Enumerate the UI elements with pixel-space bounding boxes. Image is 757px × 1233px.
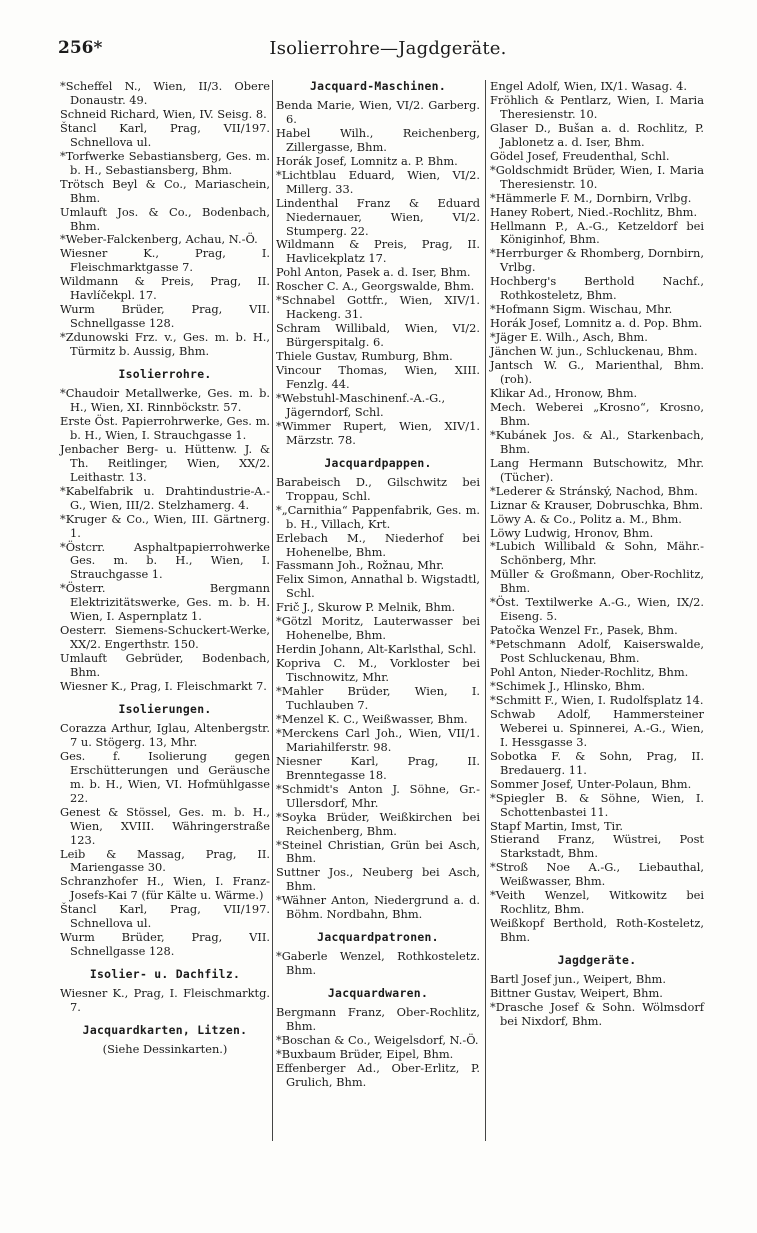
directory-entry: *Menzel K. C., Weißwasser, Bhm. bbox=[276, 711, 468, 726]
directory-entry: *Mahler Brüder, Wien, I. Tuchlauben 7. bbox=[276, 684, 480, 712]
directory-entry: Wildmann & Preis, Prag, II. Havlíčekpl. 17. bbox=[60, 274, 270, 303]
directory-entry: Klikar Ad., Hronow, Bhm. bbox=[490, 385, 638, 400]
directory-entry: *Schnabel Gottfr., Wien, XIV/1. Hackeng. 31. bbox=[276, 293, 480, 322]
directory-entry: *Gaberle Wenzel, Rothkosteletz. Bhm. bbox=[276, 949, 480, 978]
directory-entry: *Buxbaum Brüder, Eipel, Bhm. bbox=[276, 1046, 454, 1061]
directory-entry: Fassmann Joh., Rožnau, Mhr. bbox=[276, 558, 445, 573]
directory-entry: *Wähner Anton, Niedergrund a. d. Böhm. Nordbahn, Bhm. bbox=[276, 893, 480, 922]
directory-entry: Schram Willibald, Wien, VI/2. Bürgerspitalg. 6. bbox=[276, 321, 480, 350]
directory-entry: Haney Robert, Nied.-Rochlitz, Bhm. bbox=[490, 204, 698, 219]
directory-entry: Horák Josef, Lomnitz a. P. Bhm. bbox=[276, 153, 458, 168]
directory-entry: Pohl Anton, Pasek a. d. Iser, Bhm. bbox=[276, 265, 471, 280]
directory-entry: *Boschan & Co., Weigelsdorf, N.-Ö. bbox=[276, 1032, 479, 1047]
directory-entry: *Hofmann Sigm. Wischau, Mhr. bbox=[490, 302, 673, 317]
directory-entry: *Spiegler B. & Söhne, Wien, I. Schottenbastei 11. bbox=[490, 790, 704, 819]
directory-entry: Ges. f. Isolierung gegen Erschütterungen und Geräusche m. b. H., Wien, VI. Hofmühlgasse 22. bbox=[60, 748, 270, 805]
directory-entry: *Lederer & Stránský, Nachod, Bhm. bbox=[490, 483, 698, 498]
page-header bbox=[58, 38, 718, 64]
page-number: 256* bbox=[58, 38, 103, 58]
directory-entry: *Östcrr. Asphaltpapierrohwerke Ges. m. b. H., Wien, I. Strauchgasse 1. bbox=[60, 539, 270, 582]
section-heading: Isolierungen. bbox=[118, 701, 212, 716]
directory-entry: *Götzl Moritz, Lauterwasser bei Hohenelbe, Bhm. bbox=[276, 614, 480, 643]
directory-entry: Liznar & Krauser, Dobruschka, Bhm. bbox=[490, 497, 703, 512]
directory-entry: *Hämmerle F. M., Dornbirn, Vrlbg. bbox=[490, 190, 692, 205]
directory-entry: *„Carnithia“ Pappenfabrik, Ges. m. b. H., Villach, Krt. bbox=[276, 502, 480, 531]
directory-entry: Glaser D., Bušan a. d. Rochlitz, P. Jablonetz a. d. Iser, Bhm. bbox=[490, 120, 704, 149]
directory-entry: *Goldschmidt Brüder, Wien, I. Maria Theresienstr. 10. bbox=[490, 162, 704, 191]
directory-entry: Habel Wilh., Reichenberg, Zillergasse, Bhm. bbox=[276, 125, 480, 154]
directory-entry: *Veith Wenzel, Witkowitz bei Rochlitz, Bhm. bbox=[490, 888, 704, 917]
directory-entry: *Torfwerke Sebastiansberg, Ges. m. b. H., Sebastiansberg, Bhm. bbox=[60, 148, 270, 177]
directory-entry: Schwab Adolf, Hammersteiner Weberei u. Spinnerei, A.-G., Wien, I. Hessgasse 3. bbox=[490, 706, 704, 749]
directory-entry: Bartl Josef jun., Weipert, Bhm. bbox=[490, 972, 666, 987]
directory-entry: Schneid Richard, Wien, IV. Seisg. 8. bbox=[60, 106, 267, 121]
column-2 bbox=[276, 80, 480, 1090]
directory-entry: Engel Adolf, Wien, IX/1. Wasag. 4. bbox=[490, 79, 687, 93]
directory-entry: Herdin Johann, Alt-Karlsthal, Schl. bbox=[276, 642, 477, 657]
section-heading: Jacquardwaren. bbox=[327, 986, 429, 1001]
directory-entry: *Schimek J., Hlinsko, Bhm. bbox=[490, 678, 645, 693]
directory-entry: *Chaudoir Metallwerke, Ges. m. b. H., Wien, XI. Rinnböckstr. 57. bbox=[60, 386, 270, 414]
directory-entry: *Scheffel N., Wien, II/3. Obere Donaustr. 49. bbox=[60, 79, 270, 107]
directory-entry: Wurm Brüder, Prag, VII. Schnellgasse 128. bbox=[60, 930, 270, 959]
directory-entry: Horák Josef, Lomnitz a. d. Pop. Bhm. bbox=[490, 316, 703, 331]
section-heading: Isolierrohre. bbox=[118, 367, 212, 382]
directory-entry: Hellmann P., A.-G., Ketzeldorf bei Königinhof, Bhm. bbox=[490, 218, 704, 247]
directory-entry: Löwy A. & Co., Politz a. M., Bhm. bbox=[490, 511, 682, 526]
directory-entry: Thiele Gustav, Rumburg, Bhm. bbox=[276, 349, 453, 364]
directory-entry: *Steinel Christian, Grün bei Asch, Bhm. bbox=[276, 837, 480, 866]
section-heading: Jacquardpappen. bbox=[324, 455, 432, 470]
column-divider bbox=[485, 80, 486, 1141]
directory-entry: Benda Marie, Wien, VI/2. Garberg. 6. bbox=[276, 97, 480, 126]
directory-entry: *Wimmer Rupert, Wien, XIV/1. Märzstr. 78. bbox=[276, 418, 480, 447]
directory-entry: Roscher C. A., Georgswalde, Bhm. bbox=[276, 279, 475, 294]
directory-entry: Erlebach M., Niederhof bei Hohenelbe, Bhm. bbox=[276, 530, 480, 559]
column-3 bbox=[490, 80, 704, 1029]
directory-entry: Fröhlich & Pentlarz, Wien, I. Maria Theresienstr. 10. bbox=[490, 92, 704, 121]
directory-entry: Suttner Jos., Neuberg bei Asch, Bhm. bbox=[276, 865, 480, 894]
directory-entry: Bittner Gustav, Weipert, Bhm. bbox=[490, 986, 663, 1000]
directory-entry: Lindenthal Franz & Eduard Niedernauer, Wien, VI/2. Stumperg. 22. bbox=[276, 195, 480, 238]
directory-entry: Jänchen W. jun., Schluckenau, Bhm. bbox=[490, 344, 698, 359]
directory-entry: Štancl Karl, Prag, VII/197. Schnellova ul. bbox=[60, 120, 270, 149]
page-title: Isolierrohre—Jagdgeräte. bbox=[269, 38, 507, 59]
directory-entry: Jenbacher Berg- u. Hüttenw. J. & Th. Reitlinger, Wien, XX/2. Leithastr. 13. bbox=[60, 441, 270, 484]
directory-entry: Corazza Arthur, Iglau, Altenbergstr. 7 u. Stögerg. 13, Mhr. bbox=[60, 720, 270, 749]
directory-entry: *Österr. Bergmann Elektrizitätswerke, Ges. m. b. H. Wien, I. Aspernplatz 1. bbox=[60, 581, 270, 624]
directory-entry: *Soyka Brüder, Weißkirchen bei Reichenberg, Bhm. bbox=[276, 809, 480, 838]
directory-entry: *Kruger & Co., Wien, III. Gärtnerg. 1. bbox=[60, 511, 270, 540]
directory-entry: *Weber-Falckenberg, Achau, N.-Ö. bbox=[60, 232, 258, 247]
directory-entry: *Zdunowski Frz. v., Ges. m. b. H., Türmitz b. Aussig, Bhm. bbox=[60, 330, 270, 359]
directory-entry: *Drasche Josef & Sohn. Wölmsdorf bei Nixdorf, Bhm. bbox=[490, 999, 704, 1028]
column-divider bbox=[272, 80, 273, 1141]
directory-entry: Vincour Thomas, Wien, XIII. Fenzlg. 44. bbox=[276, 363, 480, 392]
directory-entry: Bergmann Franz, Ober-Rochlitz, Bhm. bbox=[276, 1005, 480, 1033]
directory-entry: Sommer Josef, Unter-Polaun, Bhm. bbox=[490, 776, 692, 791]
directory-entry: Stapf Martin, Imst, Tir. bbox=[490, 818, 624, 833]
directory-entry: *Kubánek Jos. & Al., Starkenbach, Bhm. bbox=[490, 427, 704, 456]
directory-entry: Erste Öst. Papierrohrwerke, Ges. m. b. H., Wien, I. Strauchgasse 1. bbox=[60, 413, 270, 442]
directory-entry: Hochberg's Berthold Nachf., Rothkosteletz, Bhm. bbox=[490, 274, 704, 303]
directory-entry: Wildmann & Preis, Prag, II. Havlicekplatz 17. bbox=[276, 237, 480, 266]
directory-entry: Löwy Ludwig, Hronov, Bhm. bbox=[490, 525, 654, 540]
directory-entry: Wiesner K., Prag, I. Fleischmarktg. 7. bbox=[60, 986, 270, 1015]
directory-entry: Mech. Weberei „Krosno“, Krosno, Bhm. bbox=[490, 399, 704, 428]
directory-entry: Frič J., Skurow P. Melnik, Bhm. bbox=[276, 600, 456, 615]
directory-entry: Effenberger Ad., Ober-Erlitz, P. Grulich, Bhm. bbox=[276, 1060, 480, 1089]
directory-entry: Weißkopf Berthold, Roth-Kosteletz, Bhm. bbox=[490, 916, 704, 945]
directory-entry: *Herrburger & Rhomberg, Dornbirn, Vrlbg. bbox=[490, 246, 704, 275]
section-heading: Jacquard-Maschinen. bbox=[310, 79, 446, 93]
directory-entry: Patočka Wenzel Fr., Pasek, Bhm. bbox=[490, 623, 678, 638]
directory-entry: Wiesner K., Prag, I. Fleischmarktgasse 7. bbox=[60, 246, 270, 275]
directory-entry: Umlauft Jos. & Co., Bodenbach, Bhm. bbox=[60, 204, 270, 233]
directory-entry: Stierand Franz, Wüstrei, Post Starkstadt, Bhm. bbox=[490, 832, 704, 861]
directory-entry: *Petschmann Adolf, Kaiserswalde, Post Schluckenau, Bhm. bbox=[490, 637, 704, 666]
directory-entry: Kopriva C. M., Vorkloster bei Tischnowitz, Mhr. bbox=[276, 656, 480, 685]
directory-entry: *Schmidt's Anton J. Söhne, Gr.-Ullersdorf, Mhr. bbox=[276, 781, 480, 810]
directory-entry: Niesner Karl, Prag, II. Brenntegasse 18. bbox=[276, 753, 480, 782]
directory-entry: *Merckens Carl Joh., Wien, VII/1. Mariahilferstr. 98. bbox=[276, 725, 480, 754]
directory-entry: Schranzhofer H., Wien, I. Franz-Josefs-Kai 7 (für Kälte u. Wärme.) bbox=[60, 874, 270, 903]
directory-entry: *Kabelfabrik u. Drahtindustrie-A.-G., Wien, III/2. Stelzhamerg. 4. bbox=[60, 483, 270, 512]
directory-entry: Lang Hermann Butschowitz, Mhr. (Tücher). bbox=[490, 455, 704, 484]
directory-entry: Trötsch Beyl & Co., Mariaschein, Bhm. bbox=[60, 176, 270, 205]
section-note: (Siehe Dessinkarten.) bbox=[102, 1041, 228, 1056]
directory-entry: Barabeisch D., Gilschwitz bei Troppau, Schl. bbox=[276, 474, 480, 503]
directory-entry: Genest & Stössel, Ges. m. b. H., Wien, XVIII. Währingerstraße 123. bbox=[60, 804, 270, 847]
directory-entry: Gödel Josef, Freudenthal, Schl. bbox=[490, 148, 670, 163]
directory-entry: Leib & Massag, Prag, II. Mariengasse 30. bbox=[60, 846, 270, 875]
directory-entry: Oesterr. Siemens-Schuckert-Werke, XX/2. Engerthstr. 150. bbox=[60, 623, 270, 652]
directory-entry: Sobotka F. & Sohn, Prag, II. Bredauerg. 11. bbox=[490, 748, 704, 777]
directory-entry: *Webstuhl-Maschinenf.-A.-G., Jägerndorf, Schl. bbox=[276, 390, 446, 419]
section-heading: Jagdgeräte. bbox=[557, 953, 637, 968]
directory-entry: Wurm Brüder, Prag, VII. Schnellgasse 128. bbox=[60, 302, 270, 331]
directory-entry: *Lichtblau Eduard, Wien, VI/2. Millerg. 33. bbox=[276, 167, 480, 196]
directory-entry: *Schmitt F., Wien, I. Rudolfsplatz 14. bbox=[490, 692, 704, 707]
directory-entry: Müller & Großmann, Ober-Rochlitz, Bhm. bbox=[490, 567, 704, 596]
directory-entry: Jantsch W. G., Marienthal, Bhm. (roh). bbox=[490, 358, 704, 387]
section-heading: Jacquardkarten, Litzen. bbox=[82, 1023, 248, 1037]
directory-entry: Štancl Karl, Prag, VII/197. Schnellova ul. bbox=[60, 902, 270, 931]
directory-entry: *Öst. Textilwerke A.-G., Wien, IX/2. Eiseng. 5. bbox=[490, 595, 704, 624]
directory-entry: *Stroß Noe A.-G., Liebauthal, Weißwasser, Bhm. bbox=[490, 860, 704, 889]
directory-entry: *Jäger E. Wilh., Asch, Bhm. bbox=[490, 330, 648, 345]
directory-entry: Wiesner K., Prag, I. Fleischmarkt 7. bbox=[60, 679, 267, 694]
directory-entry: Umlauft Gebrüder, Bodenbach, Bhm. bbox=[60, 651, 270, 680]
column-1 bbox=[60, 80, 270, 1057]
directory-entry: Pohl Anton, Nieder-Rochlitz, Bhm. bbox=[490, 665, 689, 680]
directory-entry: Felix Simon, Annathal b. Wigstadtl, Schl. bbox=[276, 572, 481, 601]
section-heading: Jacquardpatronen. bbox=[317, 930, 439, 945]
section-heading: Isolier- u. Dachfilz. bbox=[89, 967, 241, 982]
directory-entry: *Lubich Willibald & Sohn, Mähr.-Schönberg, Mhr. bbox=[490, 539, 704, 568]
